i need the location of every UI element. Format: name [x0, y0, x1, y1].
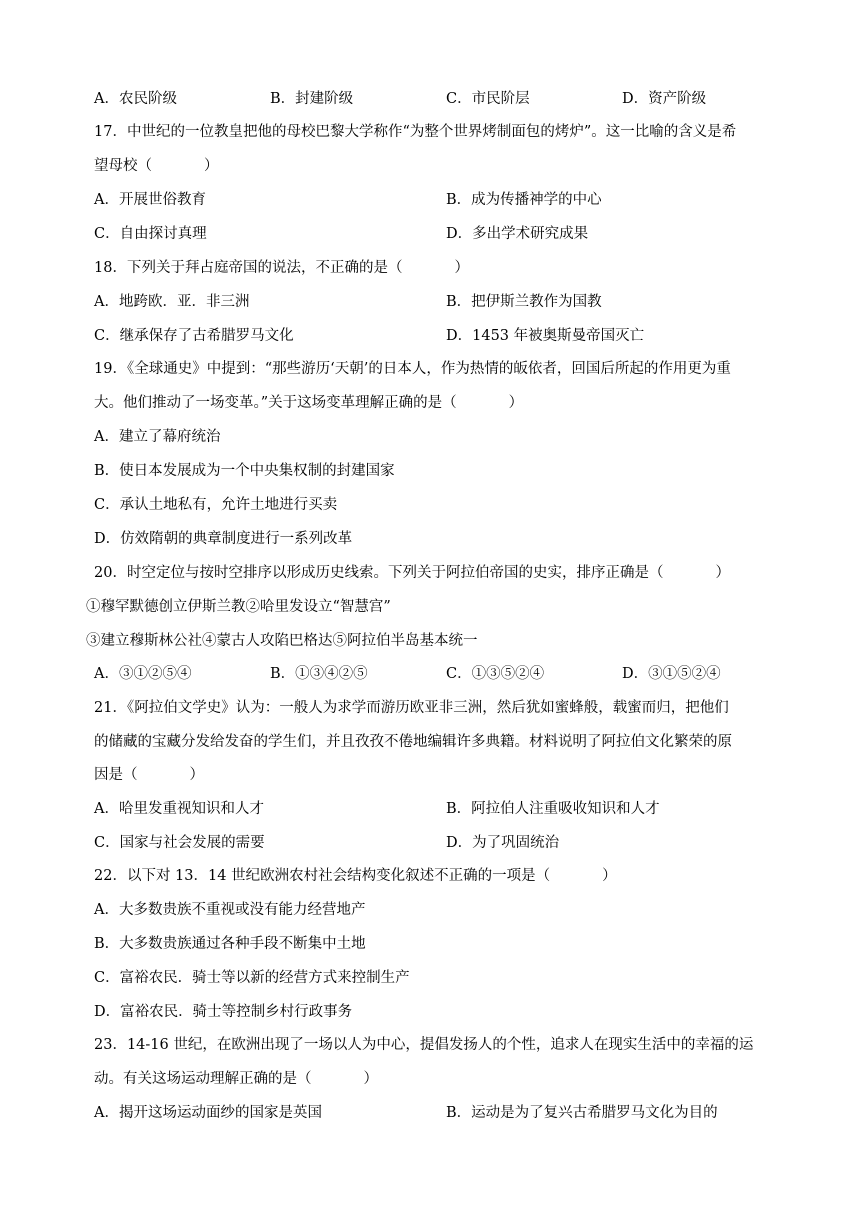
- q22-option-d: D．富裕农民．骑士等控制乡村行政事务: [94, 1004, 353, 1020]
- q16-option-b: B．封建阶级: [270, 91, 354, 107]
- q18-option-b: B．把伊斯兰教作为国教: [446, 294, 602, 310]
- q23-stem-line1: 23．14-16 世纪，在欧洲出现了一场以人为中心，提倡发扬人的个性，追求人在现实生活中的幸福的运: [94, 1037, 754, 1053]
- q20-items-line2: ③建立穆斯林公社④蒙古人攻陷巴格达⑤阿拉伯半岛基本统一: [86, 633, 478, 649]
- q18-option-d: D．1453 年被奥斯曼帝国灭亡: [446, 328, 645, 344]
- q17-option-b: B．成为传播神学的中心: [446, 192, 602, 208]
- q20-option-d: D．③①⑤②④: [622, 666, 721, 682]
- q18-stem: 18．下列关于拜占庭帝国的说法，不正确的是（ ）: [94, 260, 469, 276]
- q22-option-a: A．大多数贵族不重视或没有能力经营地产: [94, 902, 366, 918]
- q19-stem-line2: 大。他们推动了一场变革。”关于这场变革理解正确的是（ ）: [94, 395, 524, 411]
- q18-option-a: A．地跨欧．亚．非三洲: [94, 294, 250, 310]
- q20-option-b: B．①③④②⑤: [270, 666, 368, 682]
- q21-option-a: A．哈里发重视知识和人才: [94, 801, 264, 817]
- q17-option-a: A．开展世俗教育: [94, 192, 206, 208]
- q21-option-c: C．国家与社会发展的需要: [94, 835, 265, 851]
- q21-option-b: B．阿拉伯人注重吸收知识和人才: [446, 801, 660, 817]
- q21-stem-line2: 的储藏的宝藏分发给发奋的学生们，并且孜孜不倦地编辑许多典籍。材料说明了阿拉伯文化繁荣的原: [94, 734, 732, 750]
- q20-option-a: A．③①②⑤④: [94, 666, 192, 682]
- q20-stem: 20．时空定位与按时空排序以形成历史线索。下列关于阿拉伯帝国的史实，排序正确是（ ）: [94, 565, 730, 581]
- q23-option-b: B．运动是为了复兴古希腊罗马文化为目的: [446, 1105, 718, 1121]
- q16-option-c: C．市民阶层: [446, 91, 530, 107]
- q20-items-line1: ①穆罕默德创立伊斯兰教②哈里发设立“智慧宫”: [86, 599, 391, 615]
- q20-option-c: C．①③⑤②④: [446, 666, 545, 682]
- q19-stem-line1: 19．《全球通史》中提到：“那些游历‘天朝’的日本人，作为热情的皈依者，回国后所起的作用更为重: [94, 361, 731, 377]
- q17-option-d: D．多出学术研究成果: [446, 226, 589, 242]
- q21-stem-line1: 21．《阿拉伯文学史》认为：一般人为求学而游历欧亚非三洲，然后犹如蜜蜂般，载蜜而归，把他们: [94, 700, 729, 716]
- q16-option-d: D．资产阶级: [622, 91, 707, 107]
- q19-option-c: C．承认土地私有，允许土地进行买卖: [94, 497, 338, 513]
- q22-option-c: C．富裕农民．骑士等以新的经营方式来控制生产: [94, 970, 410, 986]
- q19-option-b: B．使日本发展成为一个中央集权制的封建国家: [94, 463, 395, 479]
- q19-option-d: D．仿效隋朝的典章制度进行一系列改革: [94, 531, 353, 547]
- q16-option-a: A．农民阶级: [94, 91, 177, 107]
- q18-option-c: C．继承保存了古希腊罗马文化: [94, 328, 294, 344]
- q17-option-c: C．自由探讨真理: [94, 226, 207, 242]
- q17-stem-line1: 17．中世纪的一位教皇把他的母校巴黎大学称作“为整个世界烤制面包的烤炉”。这一比喻的含义是希: [94, 124, 737, 140]
- q21-option-d: D．为了巩固统治: [446, 835, 560, 851]
- q23-option-a: A．揭开这场运动面纱的国家是英国: [94, 1105, 322, 1121]
- q22-option-b: B．大多数贵族通过各种手段不断集中土地: [94, 936, 366, 952]
- q17-stem-line2: 望母校（ ）: [94, 158, 219, 174]
- q21-stem-line3: 因是（ ）: [94, 767, 204, 783]
- q19-option-a: A．建立了幕府统治: [94, 429, 221, 445]
- q23-stem-line2: 动。有关这场运动理解正确的是（ ）: [94, 1071, 378, 1087]
- q22-stem: 22．以下对 13．14 世纪欧洲农村社会结构变化叙述不正确的一项是（ ）: [94, 868, 617, 884]
